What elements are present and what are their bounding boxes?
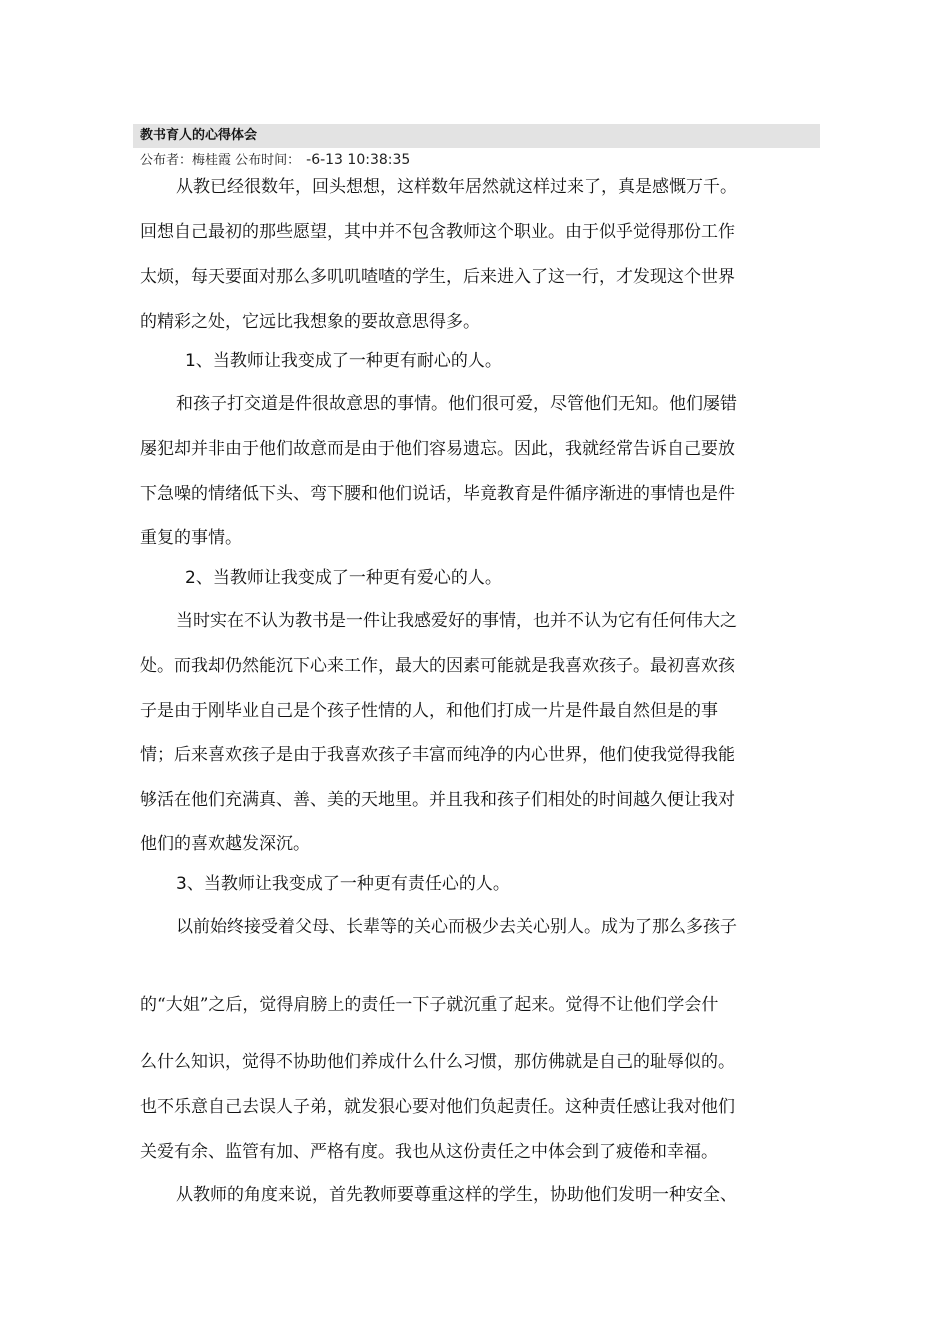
paragraph-line: 的“大姐”之后，觉得肩膀上的责任一下子就沉重了起来。觉得不让他们学会什 xyxy=(140,995,719,1015)
paragraph-line: 从教已经很数年，回头想想，这样数年居然就这样过来了，真是感慨万千。 xyxy=(176,177,737,197)
paragraph-line: 么什么知识，觉得不协助他们养成什么什么习惯，那仿佛就是自己的耻辱似的。 xyxy=(140,1052,735,1072)
paragraph-line: 屡犯却并非由于他们故意而是由于他们容易遗忘。因此，我就经常告诉自己要放 xyxy=(140,439,735,459)
paragraph-line: 也不乐意自己去误人子弟，就发狠心要对他们负起责任。这种责任感让我对他们 xyxy=(140,1097,735,1117)
paragraph-line: 处。而我却仍然能沉下心来工作，最大的因素可能就是我喜欢孩子。最初喜欢孩 xyxy=(140,656,735,676)
paragraph-line: 以前始终接受着父母、长辈等的关心而极少去关心别人。成为了那么多孩子 xyxy=(176,917,737,937)
paragraph-line: 太烦，每天要面对那么多叽叽喳喳的学生，后来进入了这一行，才发现这个世界 xyxy=(140,267,735,287)
section-heading-1: 1、当教师让我变成了一种更有耐心的人。 xyxy=(185,351,502,371)
paragraph-line: 重复的事情。 xyxy=(140,528,242,548)
publisher-label: 公布者：梅桂霞 公布时间： xyxy=(140,153,301,168)
publish-time: -6-13 10:38:35 xyxy=(306,152,411,168)
paragraph-line: 从教师的角度来说，首先教师要尊重这样的学生，协助他们发明一种安全、 xyxy=(176,1185,737,1205)
paragraph-line: 他们的喜欢越发深沉。 xyxy=(140,834,310,854)
paragraph-line: 够活在他们充满真、善、美的天地里。并且我和孩子们相处的时间越久便让我对 xyxy=(140,790,735,810)
paragraph-line: 子是由于刚毕业自己是个孩子性情的人，和他们打成一片是件最自然但是的事 xyxy=(140,701,718,721)
paragraph-line: 和孩子打交道是件很故意思的事情。他们很可爱，尽管他们无知。他们屡错 xyxy=(176,394,737,414)
paragraph-line: 当时实在不认为教书是一件让我感爱好的事情，也并不认为它有任何伟大之 xyxy=(176,611,737,631)
section-heading-2: 2、当教师让我变成了一种更有爱心的人。 xyxy=(185,568,502,588)
paragraph-line: 下急噪的情绪低下头、弯下腰和他们说话，毕竟教育是件循序渐进的事情也是件 xyxy=(140,484,735,504)
paragraph-line: 关爱有余、监管有加、严格有度。我也从这份责任之中体会到了疲倦和幸福。 xyxy=(140,1142,718,1162)
paragraph-line: 情；后来喜欢孩子是由于我喜欢孩子丰富而纯净的内心世界，他们使我觉得我能 xyxy=(140,745,735,765)
article-meta xyxy=(140,151,410,170)
paragraph-line: 回想自己最初的那些愿望，其中并不包含教师这个职业。由于似乎觉得那份工作 xyxy=(140,222,735,242)
section-heading-3: 3、当教师让我变成了一种更有责任心的人。 xyxy=(176,874,510,894)
paragraph-line: 的精彩之处，它远比我想象的要故意思得多。 xyxy=(140,312,480,332)
article-title: 教书育人的心得体会 xyxy=(140,128,258,143)
